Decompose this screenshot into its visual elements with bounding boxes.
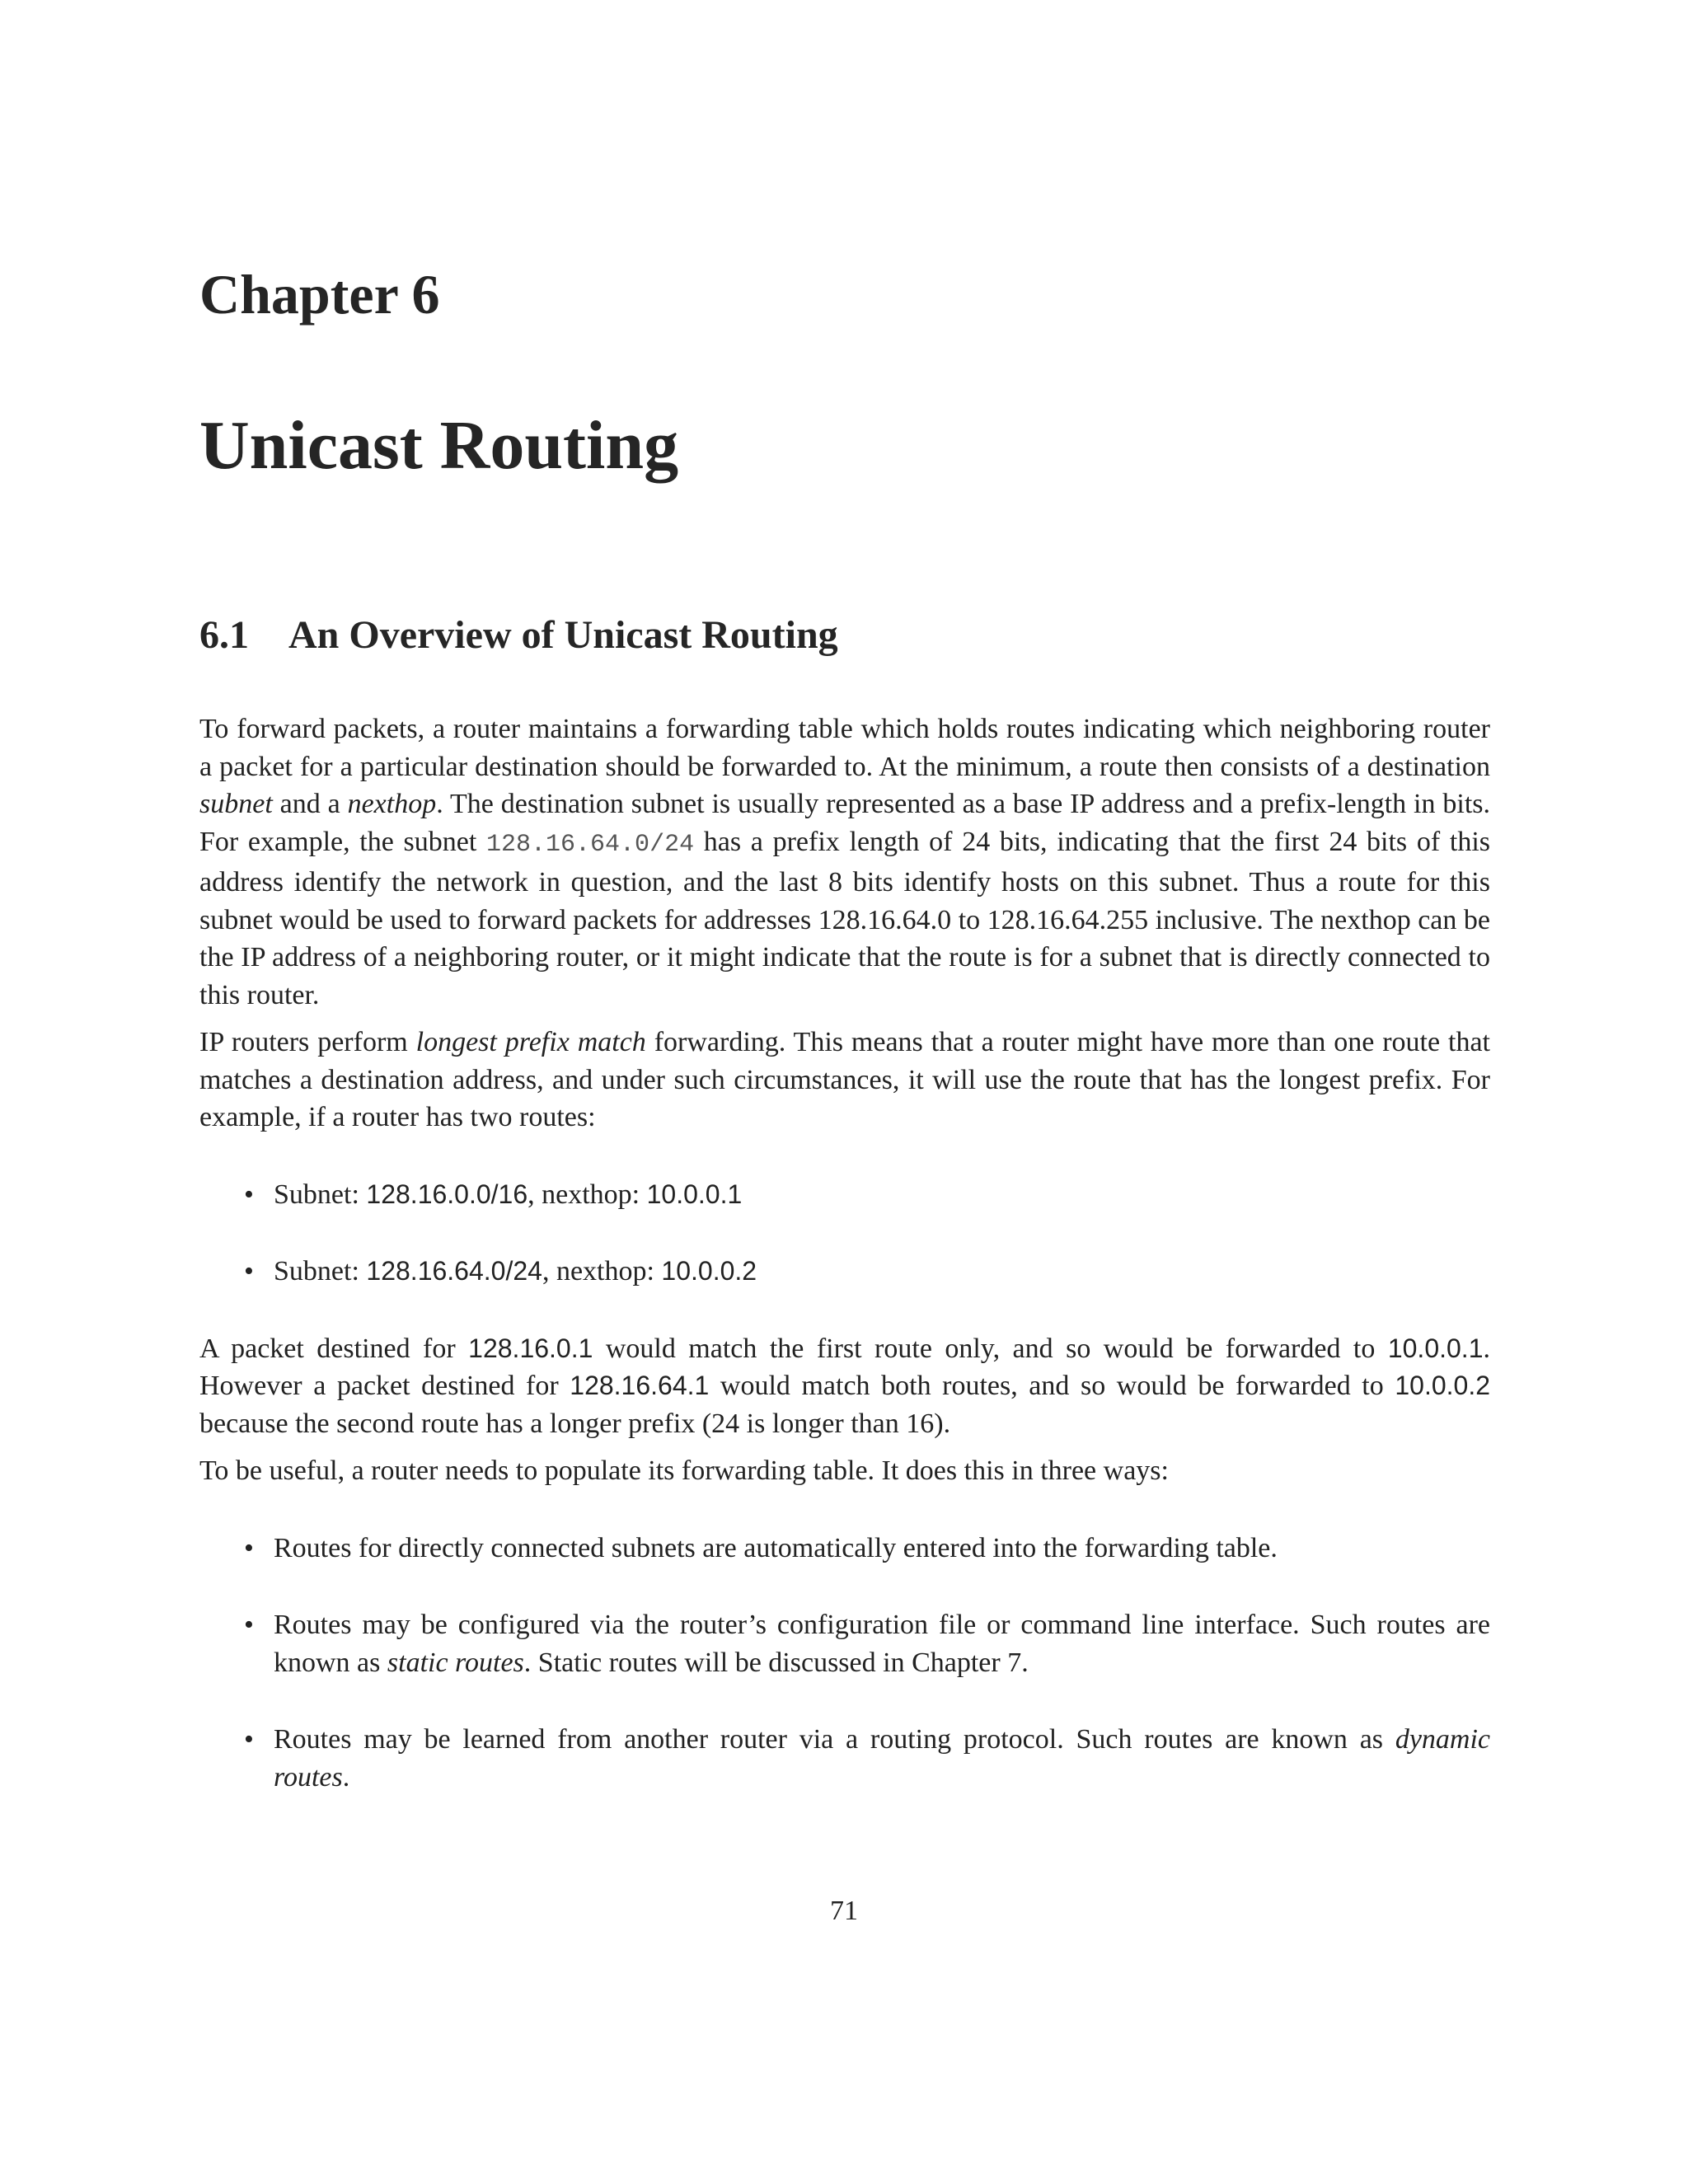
text-run: A packet destined for <box>199 1333 469 1364</box>
address: 10.0.0.2 <box>1395 1371 1490 1400</box>
bullet-icon: • <box>244 1179 254 1210</box>
route-source-list <box>199 1530 1490 1797</box>
paragraph-packet-example <box>199 1330 1490 1443</box>
list-item <box>199 1606 1490 1681</box>
text-run: . The destination subnet is usually represented as a base IP address and a prefix-length in bits. For example, the subnet <box>199 789 1490 857</box>
route-nexthop: 10.0.0.1 <box>646 1179 743 1209</box>
term-static-routes: static routes <box>387 1647 524 1678</box>
text-run: Subnet: <box>274 1256 367 1286</box>
list-item <box>199 1176 1490 1214</box>
text-run: forwarding. This means that a router might have more than one route that matches a destination address, and under such circumstances, it will use the route that has the longest prefix. For example, if a router has two routes: <box>199 1027 1490 1132</box>
chapter-label: Chapter 6 <box>199 263 440 326</box>
route-nexthop: 10.0.0.2 <box>661 1256 757 1286</box>
route-subnet: 128.16.64.0/24 <box>366 1256 542 1286</box>
route-list <box>199 1176 1490 1291</box>
term-subnet: subnet <box>199 789 273 819</box>
text-run: , nexthop: <box>542 1256 662 1286</box>
text-run: Routes may be learned from another router via a routing protocol. Such routes are known as <box>274 1724 1395 1755</box>
address: 128.16.0.1 <box>468 1333 593 1363</box>
text-run: IP routers perform <box>199 1027 416 1057</box>
text-run: To forward packets, a router maintains a forwarding table which holds routes indicating which neighboring router a packet for a particular destination should be forwarded to. At the minimum, a route then consists of a destination <box>199 714 1490 782</box>
bullet-icon: • <box>244 1532 254 1563</box>
list-item <box>199 1253 1490 1291</box>
text-run: . However a packet destined for <box>199 1333 1490 1401</box>
text-run: has a prefix length of 24 bits, indicating that the first 24 bits of this address identify the network in question, and the last 8 bits identify hosts on this subnet. Thus a route for this subnet would be used to forward packets for addresses 128.16.64.0 to 128.16.64.255 inclusive. The nexthop can be the IP address of a neighboring router, or it might indicate that the route is for a subnet that is directly connected to this router. <box>199 826 1491 1010</box>
list-item <box>199 1530 1490 1568</box>
term-dynamic-routes: dynamic routes <box>274 1724 1490 1793</box>
paragraph-populate-table: To be useful, a router needs to populate its forwarding table. It does this in three ways: <box>199 1455 1169 1486</box>
term-nexthop: nexthop <box>347 789 437 819</box>
code-subnet: 128.16.64.0/24 <box>486 830 695 859</box>
text-run: . <box>342 1761 350 1793</box>
route-subnet: 128.16.0.0/16 <box>366 1179 528 1209</box>
page-number: 71 <box>830 1896 858 1926</box>
paragraph-forwarding-table <box>199 710 1490 1014</box>
text-run: . Static routes will be discussed in Chapter 7. <box>523 1647 1029 1678</box>
text-run: Subnet: <box>274 1179 367 1210</box>
bullet-icon: • <box>244 1256 254 1286</box>
bullet-icon: • <box>244 1610 254 1640</box>
paragraph-longest-prefix <box>199 1024 1490 1137</box>
text-run: would match the first route only, and so would be forwarded to <box>593 1333 1388 1364</box>
text-run: would match both routes, and so would be forwarded to <box>709 1371 1395 1401</box>
text-run: and a <box>272 789 348 819</box>
section-number: 6.1 <box>199 613 249 657</box>
text-run: , nexthop: <box>528 1179 647 1210</box>
list-item <box>199 1721 1490 1796</box>
text-run: because the second route has a longer prefix (24 is longer than 16). <box>199 1408 951 1439</box>
text-run: Routes for directly connected subnets are automatically entered into the forwarding table. <box>274 1532 1278 1563</box>
chapter-title: Unicast Routing <box>199 407 679 484</box>
term-longest-prefix-match: longest prefix match <box>415 1027 646 1057</box>
bullet-icon: • <box>244 1724 254 1755</box>
section-title: An Overview of Unicast Routing <box>288 613 838 657</box>
body-text <box>199 710 1490 1796</box>
address: 128.16.64.1 <box>570 1371 710 1400</box>
text-run: Routes may be configured via the router’s configuration file or command line interface. Such routes are known as <box>274 1610 1490 1678</box>
address: 10.0.0.1 <box>1387 1333 1484 1363</box>
section-heading <box>199 612 838 659</box>
